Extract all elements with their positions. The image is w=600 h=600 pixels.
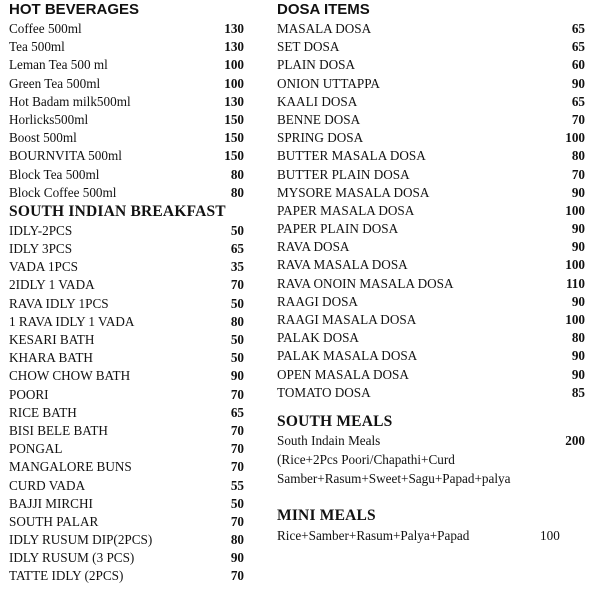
menu-item [277, 184, 585, 202]
section-title-hot-beverages: HOT BEVERAGES [9, 1, 140, 18]
item-name: Leman Tea 500 ml [9, 57, 108, 73]
menu-item [9, 495, 244, 513]
item-name: RAAGI MASALA DOSA [277, 312, 417, 327]
menu-item [9, 349, 244, 367]
menu-item [9, 513, 244, 531]
menu-item [9, 295, 244, 313]
item-name: RAVA IDLY 1PCS [9, 295, 109, 311]
menu-item [277, 329, 585, 347]
item-name: MANGALORE BUNS [9, 459, 132, 475]
item-price: 90 [571, 184, 585, 200]
item-price: 50 [230, 495, 244, 511]
item-price: 200 [565, 432, 585, 448]
menu-item [277, 275, 585, 293]
item-price: 55 [230, 477, 244, 493]
menu-item [277, 366, 585, 384]
menu-item [277, 347, 585, 365]
item-price: 85 [571, 384, 585, 400]
item-name: IDLY RUSUM (3 PCS) [9, 550, 135, 566]
item-name: Green Tea 500ml [9, 75, 101, 91]
menu-item [277, 238, 585, 256]
item-name: RAVA ONOIN MASALA DOSA [277, 275, 454, 291]
item-name: TOMATO DOSA [277, 384, 371, 400]
item-price: 90 [571, 221, 585, 237]
item-price: 90 [230, 550, 244, 566]
item-price: 80 [571, 330, 585, 346]
menu-item [9, 531, 244, 549]
menu-item [277, 432, 585, 450]
item-name: SET DOSA [277, 39, 340, 55]
menu-item [277, 384, 585, 402]
hot-beverages-list [9, 20, 244, 202]
item-name: MYSORE MASALA DOSA [277, 184, 430, 200]
menu-item [9, 20, 244, 38]
item-price: 65 [571, 93, 585, 109]
item-name: PLAIN DOSA [277, 57, 356, 73]
item-name: PAPER PLAIN DOSA [277, 221, 399, 237]
item-name: 1 RAVA IDLY 1 VADA [9, 313, 135, 329]
item-name: BUTTER MASALA DOSA [277, 148, 426, 164]
menu-item [277, 147, 585, 165]
item-name: ONION UTTAPPA [277, 75, 380, 91]
left-column [9, 0, 244, 586]
menu-item [9, 313, 244, 331]
item-price: 150 [224, 130, 244, 146]
menu-item [277, 93, 585, 111]
menu-item [277, 111, 585, 129]
item-name: OPEN MASALA DOSA [277, 366, 409, 382]
menu-item [277, 311, 585, 329]
item-name: PONGAL [9, 441, 63, 457]
item-price: 65 [230, 404, 244, 420]
menu-item [9, 222, 244, 240]
item-price: 70 [230, 441, 244, 457]
right-column [277, 0, 585, 545]
item-price: 80 [230, 184, 244, 200]
item-name: SPRING DOSA [277, 130, 364, 146]
menu-item [277, 129, 585, 147]
item-price: 130 [224, 21, 244, 36]
item-price: 50 [230, 295, 244, 311]
item-price: 65 [571, 39, 585, 55]
menu-item [9, 422, 244, 440]
menu-item [9, 258, 244, 276]
item-price: 90 [571, 366, 585, 382]
item-price: 70 [571, 111, 585, 127]
item-price: 35 [230, 259, 244, 275]
menu-item [9, 38, 244, 56]
item-name: BUTTER PLAIN DOSA [277, 166, 410, 182]
menu-item [277, 526, 585, 545]
item-name: IDLY 3PCS [9, 241, 73, 257]
item-price: 70 [230, 459, 244, 475]
menu-item [9, 75, 244, 93]
section-title-south-meals: SOUTH MEALS [277, 412, 393, 430]
item-name: PALAK MASALA DOSA [277, 348, 418, 364]
item-price: 100 [565, 202, 585, 218]
item-price: 80 [230, 532, 244, 548]
item-name: Horlicks500ml [9, 111, 89, 127]
item-price: 80 [230, 313, 244, 329]
menu-item [277, 293, 585, 311]
section-title-dosa-items: DOSA ITEMS [277, 1, 370, 18]
menu-item [9, 404, 244, 422]
item-price: 130 [224, 39, 244, 55]
menu-item [277, 20, 585, 38]
menu-item [9, 240, 244, 258]
item-name: VADA 1PCS [9, 259, 79, 275]
item-name: RAAGI DOSA [277, 293, 358, 309]
item-price: 50 [230, 222, 244, 238]
item-price: 80 [571, 148, 585, 164]
menu-item [9, 276, 244, 294]
menu-item [9, 440, 244, 458]
item-name: CURD VADA [9, 477, 86, 493]
item-name: PAPER MASALA DOSA [277, 202, 415, 218]
meal-description-line: Samber+Rasum+Sweet+Sagu+Papad+palya [277, 471, 511, 487]
item-price: 70 [230, 568, 244, 584]
item-name: CHOW CHOW BATH [9, 368, 131, 384]
item-name: SOUTH PALAR [9, 513, 99, 529]
item-price: 50 [230, 350, 244, 366]
item-name: KHARA BATH [9, 350, 93, 366]
menu-item [277, 38, 585, 56]
item-name: POORI [9, 386, 49, 402]
menu-item [9, 331, 244, 349]
item-price: 100 [565, 312, 585, 327]
menu-item [277, 56, 585, 74]
item-name: BAJJI MIRCHI [9, 495, 93, 511]
item-name: BOURNVITA 500ml [9, 148, 122, 164]
item-price: 50 [230, 332, 244, 347]
menu-item [277, 202, 585, 220]
menu-item [9, 567, 244, 585]
item-price: 70 [230, 513, 244, 529]
menu-item [9, 549, 244, 567]
item-price: 100 [224, 57, 244, 73]
item-name: RAVA MASALA DOSA [277, 257, 408, 273]
item-name: PALAK DOSA [277, 330, 359, 346]
item-price: 100 [224, 75, 244, 91]
item-name: Tea 500ml [9, 39, 65, 55]
item-price: 65 [571, 21, 585, 36]
menu-item [277, 256, 585, 274]
item-price: 90 [230, 368, 244, 384]
menu-item [9, 93, 244, 111]
item-price: 70 [230, 422, 244, 438]
item-name: BENNE DOSA [277, 111, 361, 127]
item-price: 90 [571, 348, 585, 364]
item-price: 80 [230, 166, 244, 182]
item-name: KAALI DOSA [277, 93, 358, 109]
menu-item [9, 458, 244, 476]
menu-item [9, 129, 244, 147]
item-name: Hot Badam milk500ml [9, 93, 131, 109]
item-name: Rice+Samber+Rasum+Palya+Papad [277, 528, 470, 544]
menu-item [9, 166, 244, 184]
item-name: Block Tea 500ml [9, 166, 100, 182]
item-price: 90 [571, 75, 585, 91]
item-name: 2IDLY 1 VADA [9, 277, 95, 293]
item-price: 60 [571, 57, 585, 73]
section-title-south-indian-breakfast: SOUTH INDIAN BREAKFAST [9, 202, 226, 220]
menu-item [277, 220, 585, 238]
menu-item [9, 184, 244, 202]
item-name: TATTE IDLY (2PCS) [9, 568, 124, 584]
menu-item [9, 477, 244, 495]
section-title-mini-meals: MINI MEALS [277, 507, 376, 525]
meal-description-line: (Rice+2Pcs Poori/Chapathi+Curd [277, 452, 455, 468]
item-name: South Indain Meals [277, 432, 381, 448]
item-name: MASALA DOSA [277, 21, 372, 36]
menu-item [9, 367, 244, 385]
item-name: Boost 500ml [9, 130, 77, 146]
menu-item [9, 56, 244, 74]
menu-item [9, 147, 244, 165]
item-name: Block Coffee 500ml [9, 184, 117, 200]
item-price: 70 [230, 386, 244, 402]
item-name: RICE BATH [9, 404, 77, 420]
item-price: 150 [224, 111, 244, 127]
item-price: 100 [540, 528, 560, 544]
item-name: KESARI BATH [9, 332, 95, 347]
item-price: 70 [230, 277, 244, 293]
menu-item [9, 111, 244, 129]
item-price: 110 [565, 275, 585, 291]
item-price: 70 [571, 166, 585, 182]
south-indian-breakfast-list [9, 222, 244, 586]
item-price: 100 [565, 130, 585, 146]
item-price: 100 [565, 257, 585, 273]
item-name: IDLY RUSUM DIP(2PCS) [9, 532, 153, 548]
item-name: IDLY-2PCS [9, 222, 73, 238]
item-price: 150 [224, 148, 244, 164]
item-price: 90 [571, 293, 585, 309]
menu-item [9, 386, 244, 404]
item-name: Coffee 500ml [9, 21, 82, 36]
dosa-items-list [277, 20, 585, 402]
item-price: 65 [230, 241, 244, 257]
item-name: BISI BELE BATH [9, 422, 108, 438]
item-name: RAVA DOSA [277, 239, 350, 255]
menu-item [277, 75, 585, 93]
item-price: 130 [224, 93, 244, 109]
item-price: 90 [571, 239, 585, 255]
menu-item [277, 166, 585, 184]
